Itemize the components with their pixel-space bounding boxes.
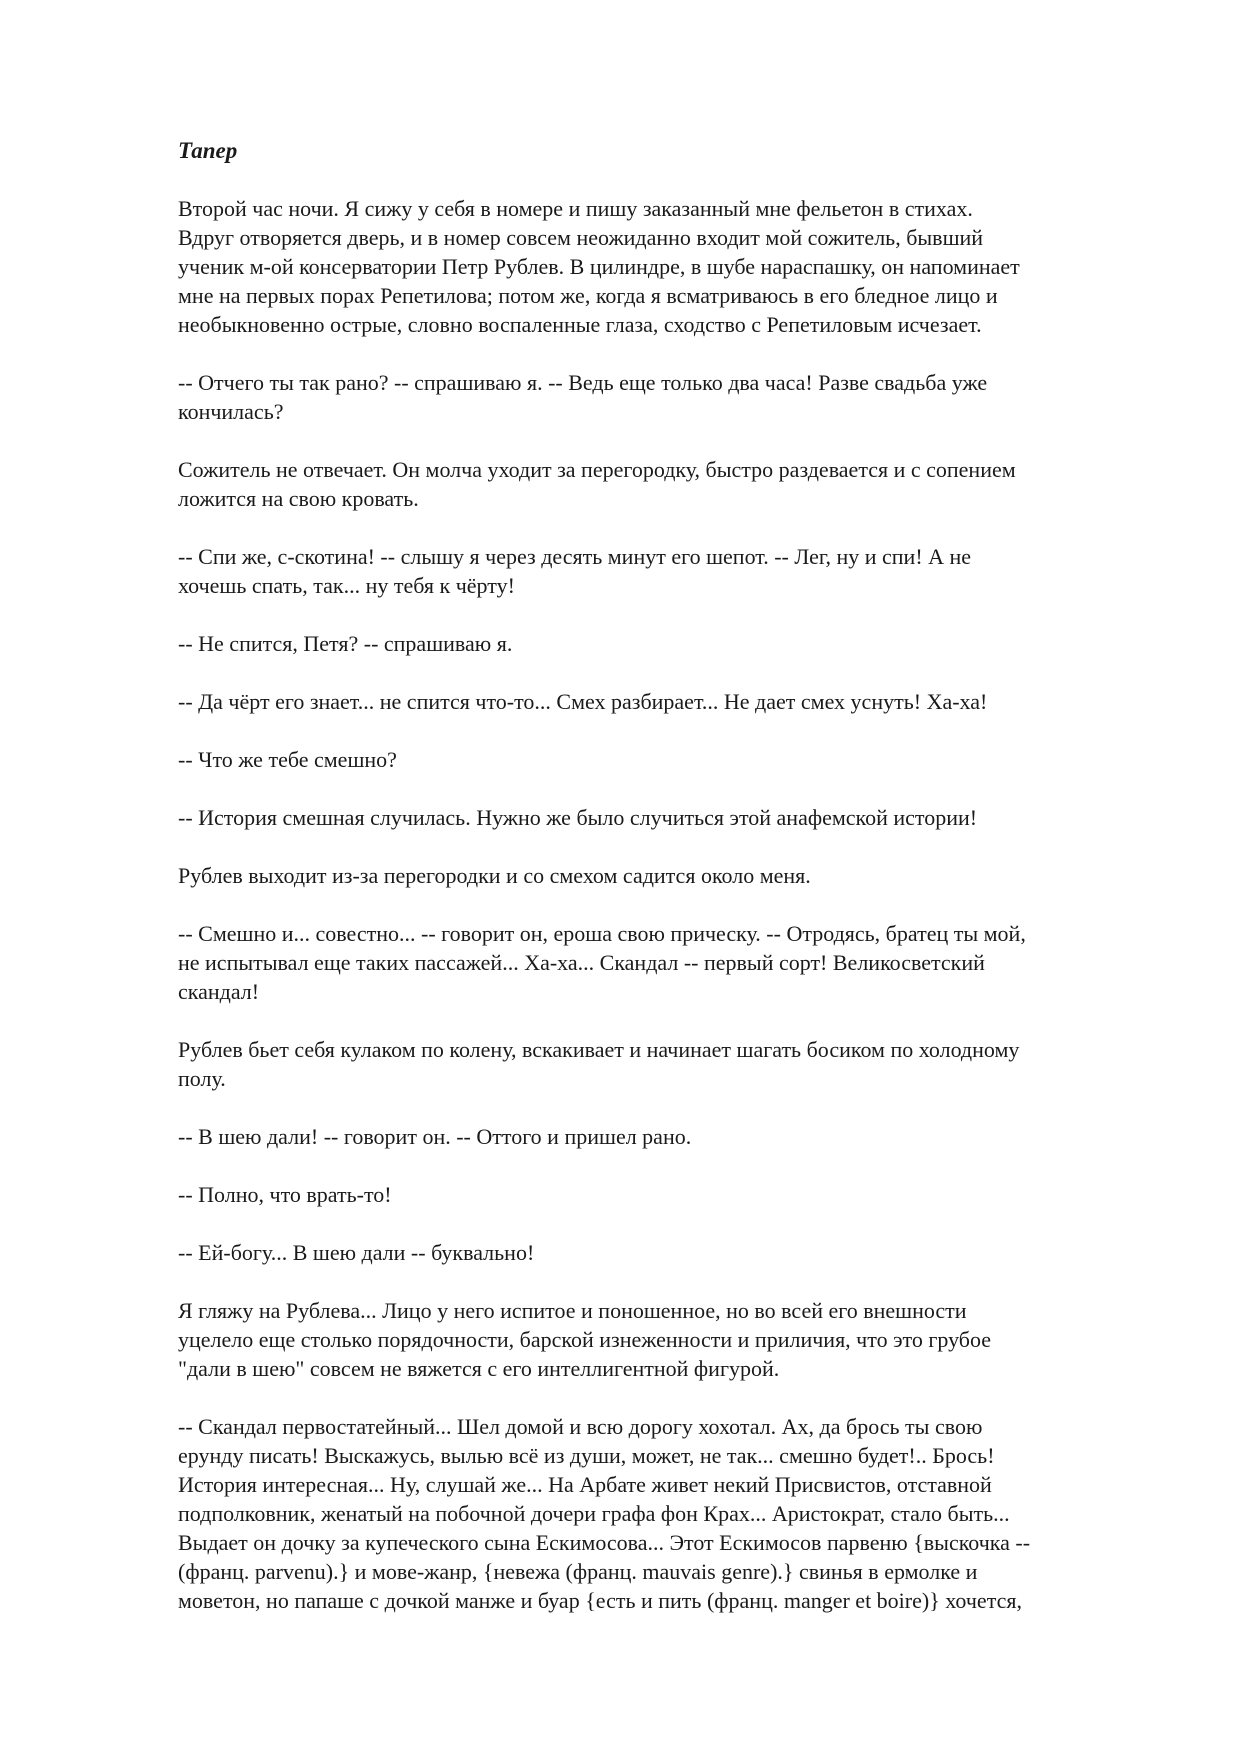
text-line: -- История смешная случилась. Нужно же было случиться этой анафемской истории! — [178, 805, 978, 830]
paragraph — [178, 542, 1158, 600]
text-line: -- Полно, что врать-то! — [178, 1182, 392, 1207]
text-line: -- Отчего ты так рано? -- спрашиваю я. -- Ведь еще только два часа! Разве свадьба уже — [178, 370, 988, 395]
paragraph — [178, 803, 1158, 832]
text-line: -- Да чёрт его знает... не спится что-то... Смех разбирает... Не дает смех уснуть! Ха-ха! — [178, 689, 988, 714]
text-line: -- Не спится, Петя? -- спрашиваю я. — [178, 631, 513, 656]
text-line: хочешь спать, так... ну тебя к чёрту! — [178, 573, 515, 598]
text-line: -- Смешно и... совестно... -- говорит он, ероша свою прическу. -- Отродясь, братец ты мой, — [178, 921, 1026, 946]
text-line: кончилась? — [178, 399, 284, 424]
text-line: Сожитель не отвечает. Он молча уходит за перегородку, быстро раздевается и с сопением — [178, 457, 1016, 482]
text-line: моветон, но папаше с дочкой манже и буар {есть и пить (франц. manger et boire)} хочется, — [178, 1588, 1022, 1613]
text-line: -- Спи же, с-скотина! -- слышу я через десять минут его шепот. -- Лег, ну и спи! А не — [178, 544, 972, 569]
text-line: История интересная... Ну, слушай же... На Арбате живет некий Присвистов, отставной — [178, 1472, 992, 1497]
text-line: подполковник, женатый на побочной дочери графа фон Крах... Аристократ, стало быть... — [178, 1501, 1010, 1526]
text-line: уцелело еще столько порядочности, барской изнеженности и приличия, что это грубое — [178, 1327, 992, 1352]
text-line: мне на первых порах Репетилова; потом же, когда я всматриваюсь в его бледное лицо и — [178, 283, 998, 308]
text-line: Вдруг отворяется дверь, и в номер совсем неожиданно входит мой сожитель, бывший — [178, 225, 984, 250]
paragraph — [178, 368, 1158, 426]
paragraph — [178, 745, 1158, 774]
paragraph — [178, 455, 1158, 513]
paragraph — [178, 919, 1158, 1006]
document-body — [178, 136, 1158, 1644]
paragraph — [178, 1180, 1158, 1209]
text-line: не испытывал еще таких пассажей... Ха-ха... Скандал -- первый сорт! Великосветский — [178, 950, 985, 975]
document-title: Тапер — [178, 138, 238, 163]
paragraph — [178, 1296, 1158, 1383]
paragraph — [178, 629, 1158, 658]
text-line: Второй час ночи. Я сижу у себя в номере и пишу заказанный мне фельетон в стихах. — [178, 196, 973, 221]
text-line: -- Ей-богу... В шею дали -- буквально! — [178, 1240, 535, 1265]
text-line: ложится на свою кровать. — [178, 486, 419, 511]
paragraph — [178, 1238, 1158, 1267]
text-line: Рублев бьет себя кулаком по колену, вскакивает и начинает шагать босиком по холодному — [178, 1037, 1020, 1062]
text-line: скандал! — [178, 979, 260, 1004]
text-line: -- Скандал первостатейный... Шел домой и всю дорогу хохотал. Ах, да брось ты свою — [178, 1414, 983, 1439]
paragraph — [178, 194, 1158, 339]
paragraph — [178, 1412, 1158, 1615]
text-line: (франц. parvenu).} и мове-жанр, {невежа (франц. mauvais genre).} свинья в ермолке и — [178, 1559, 978, 1584]
paragraph — [178, 1035, 1158, 1093]
text-line: -- В шею дали! -- говорит он. -- Оттого и пришел рано. — [178, 1124, 692, 1149]
text-line: необыкновенно острые, словно воспаленные глаза, сходство с Репетиловым исчезает. — [178, 312, 982, 337]
paragraph-list — [178, 194, 1158, 1615]
text-line: ученик м-ой консерватории Петр Рублев. В цилиндре, в шубе нараспашку, он напоминает — [178, 254, 1020, 279]
text-line: полу. — [178, 1066, 226, 1091]
paragraph — [178, 1122, 1158, 1151]
text-line: Рублев выходит из-за перегородки и со смехом садится около меня. — [178, 863, 811, 888]
text-line: "дали в шею" совсем не вяжется с его интеллигентной фигурой. — [178, 1356, 780, 1381]
paragraph — [178, 861, 1158, 890]
paragraph — [178, 687, 1158, 716]
text-line: ерунду писать! Выскажусь, вылью всё из души, может, не так... смешно будет!.. Брось! — [178, 1443, 995, 1468]
text-line: Я гляжу на Рублева... Лицо у него испитое и поношенное, но во всей его внешности — [178, 1298, 967, 1323]
text-line: -- Что же тебе смешно? — [178, 747, 397, 772]
text-line: Выдает он дочку за купеческого сына Ескимосова... Этот Ескимосов парвеню {выскочка -- — [178, 1530, 1031, 1555]
